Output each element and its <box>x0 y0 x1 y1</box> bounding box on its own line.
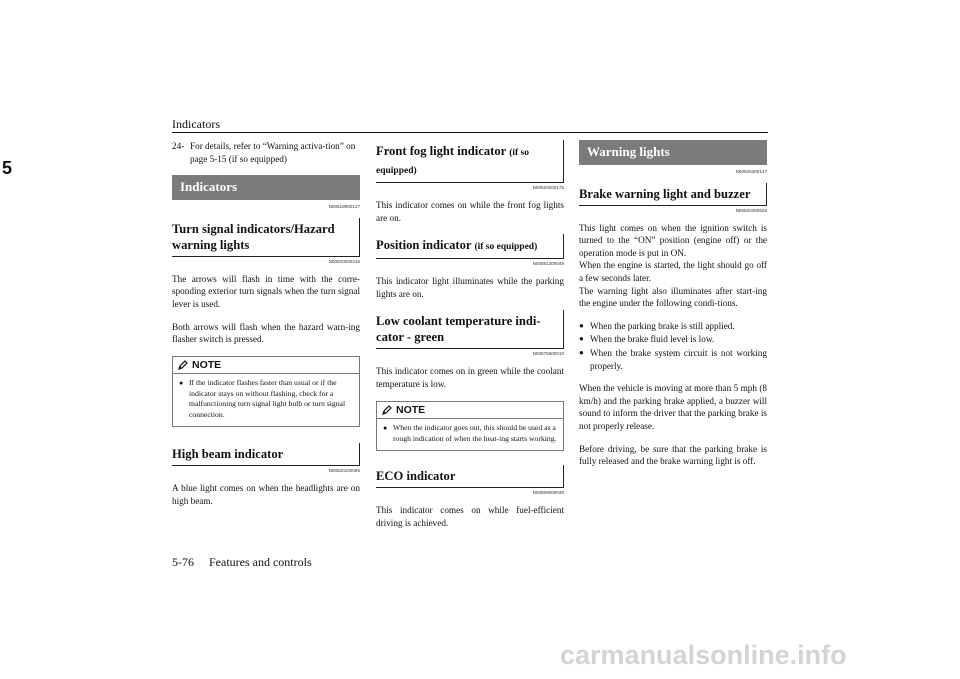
section-band-warning-lights: Warning lights <box>579 140 767 165</box>
section-code: N00551300049 <box>532 261 564 267</box>
running-footer: 5-76 Features and controls <box>172 555 312 569</box>
note-box-coolant <box>376 401 564 451</box>
heading-turn-signal: Turn signal indicators/Hazard warning lights <box>172 218 360 257</box>
column-1 <box>172 140 360 517</box>
note-text: When the indicator goes out, this should be used as a rough indication of when the heat-ing starts working. <box>393 423 557 443</box>
heading-front-fog <box>376 140 564 183</box>
bullet-icon: ● <box>579 320 584 330</box>
note-label: NOTE <box>396 403 426 416</box>
list-item-text: When the parking brake is still applied. <box>590 320 735 331</box>
brake-paragraph-3: The warning light also illuminates after start-ing the engine under the following condi-tions. <box>579 285 767 309</box>
running-header-title: Indicators <box>172 117 220 131</box>
section-code: N00568000036 <box>532 489 564 495</box>
eco-paragraph: This indicator comes on while fuel-efficient driving is achieved. <box>376 504 564 528</box>
list-item <box>579 320 767 333</box>
note-label: NOTE <box>192 358 222 371</box>
brake-conditions-list <box>579 320 767 372</box>
section-code: N00520000216 <box>328 258 360 264</box>
note-box-turn-signal <box>172 356 360 427</box>
watermark-text: carmanualsonline.info <box>560 640 847 670</box>
heading-front-fog-suffix: (if so equipped) <box>376 148 529 176</box>
brake-paragraph-2: When the engine is started, the light should go off a few seconds later. <box>579 260 767 283</box>
column-3 <box>579 140 767 478</box>
note-pencil-icon <box>177 359 189 371</box>
heading-high-beam: High beam indicator <box>172 443 360 466</box>
list-item-text: When the brake fluid level is low. <box>590 334 715 345</box>
bullet-icon: ● <box>383 424 388 433</box>
brake-paragraph-4: When the vehicle is moving at more than 5 mph (8 km/h) and the parking brake applied, a buzzer will sound to inform the driver that the parking brake is not properly release. <box>579 383 767 431</box>
intro-number: 24- <box>172 141 185 151</box>
section-code: N00520400526 <box>735 207 767 213</box>
list-item <box>579 347 767 372</box>
note-pencil-icon <box>381 404 393 416</box>
section-code: N00520100086 <box>328 467 360 473</box>
heading-front-fog-text: Front fog light indicator <box>376 144 507 158</box>
section-code: N00520300147 <box>735 168 767 174</box>
heading-low-coolant: Low coolant temperature indi-cator - green <box>376 310 564 349</box>
section-code: N00520200175 <box>532 185 564 190</box>
heading-position-text: Position indicator <box>376 238 472 253</box>
note-body <box>377 419 563 450</box>
turn-signal-paragraph-2: Both arrows will flash when the hazard warn-ing flasher switch is pressed. <box>172 321 360 345</box>
intro-item <box>172 140 360 165</box>
intro-text: For details, refer to “Warning activa-tion” on page 5-15 (if so equipped) <box>190 141 356 164</box>
turn-signal-paragraph-1: The arrows will flash in time with the corre-sponding exterior turn signals when the turn signal lever is used. <box>172 273 360 309</box>
section-code: N00519900127 <box>328 203 360 209</box>
bullet-icon: ● <box>579 347 584 357</box>
low-coolant-paragraph: This indicator comes on in green while the coolant temperature is low. <box>376 366 564 389</box>
heading-position-suffix: (if so equipped) <box>474 242 538 253</box>
bullet-icon: ● <box>579 334 584 344</box>
heading-eco: ECO indicator <box>376 465 564 488</box>
header-rule <box>172 132 768 133</box>
heading-position-indicator <box>376 234 564 259</box>
section-band-indicators: Indicators <box>172 175 360 200</box>
high-beam-paragraph: A blue light comes on when the headlights are on high beam. <box>172 482 360 506</box>
note-body <box>173 374 359 426</box>
brake-paragraph-5: Before driving, be sure that the parking brake is fully released and the brake warning light is off. <box>579 443 767 467</box>
list-item-text: When the brake system circuit is not working properly. <box>590 347 767 371</box>
bullet-icon: ● <box>179 379 184 388</box>
note-header <box>377 402 563 420</box>
section-code: N00575600010 <box>532 351 564 357</box>
column-2 <box>376 140 564 539</box>
brake-paragraph-1: This light comes on when the ignition switch is turned to the “ON” position (engine off) or the operation mode is put in ON. <box>579 222 767 258</box>
note-text: If the indicator flashes faster than usual or if the indicator stays on without flashing, check for a malfunctioning turn signal light bulb or turn signal connection. <box>189 378 346 419</box>
heading-brake-warning: Brake warning light and buzzer <box>579 183 767 206</box>
list-item <box>579 333 767 346</box>
note-header <box>173 357 359 375</box>
position-paragraph: This indicator light illuminates while the parking lights are on. <box>376 276 564 299</box>
chapter-tab-number: 5 <box>2 158 13 178</box>
front-fog-paragraph: This indicator comes on while the front fog lights are on. <box>376 200 564 223</box>
